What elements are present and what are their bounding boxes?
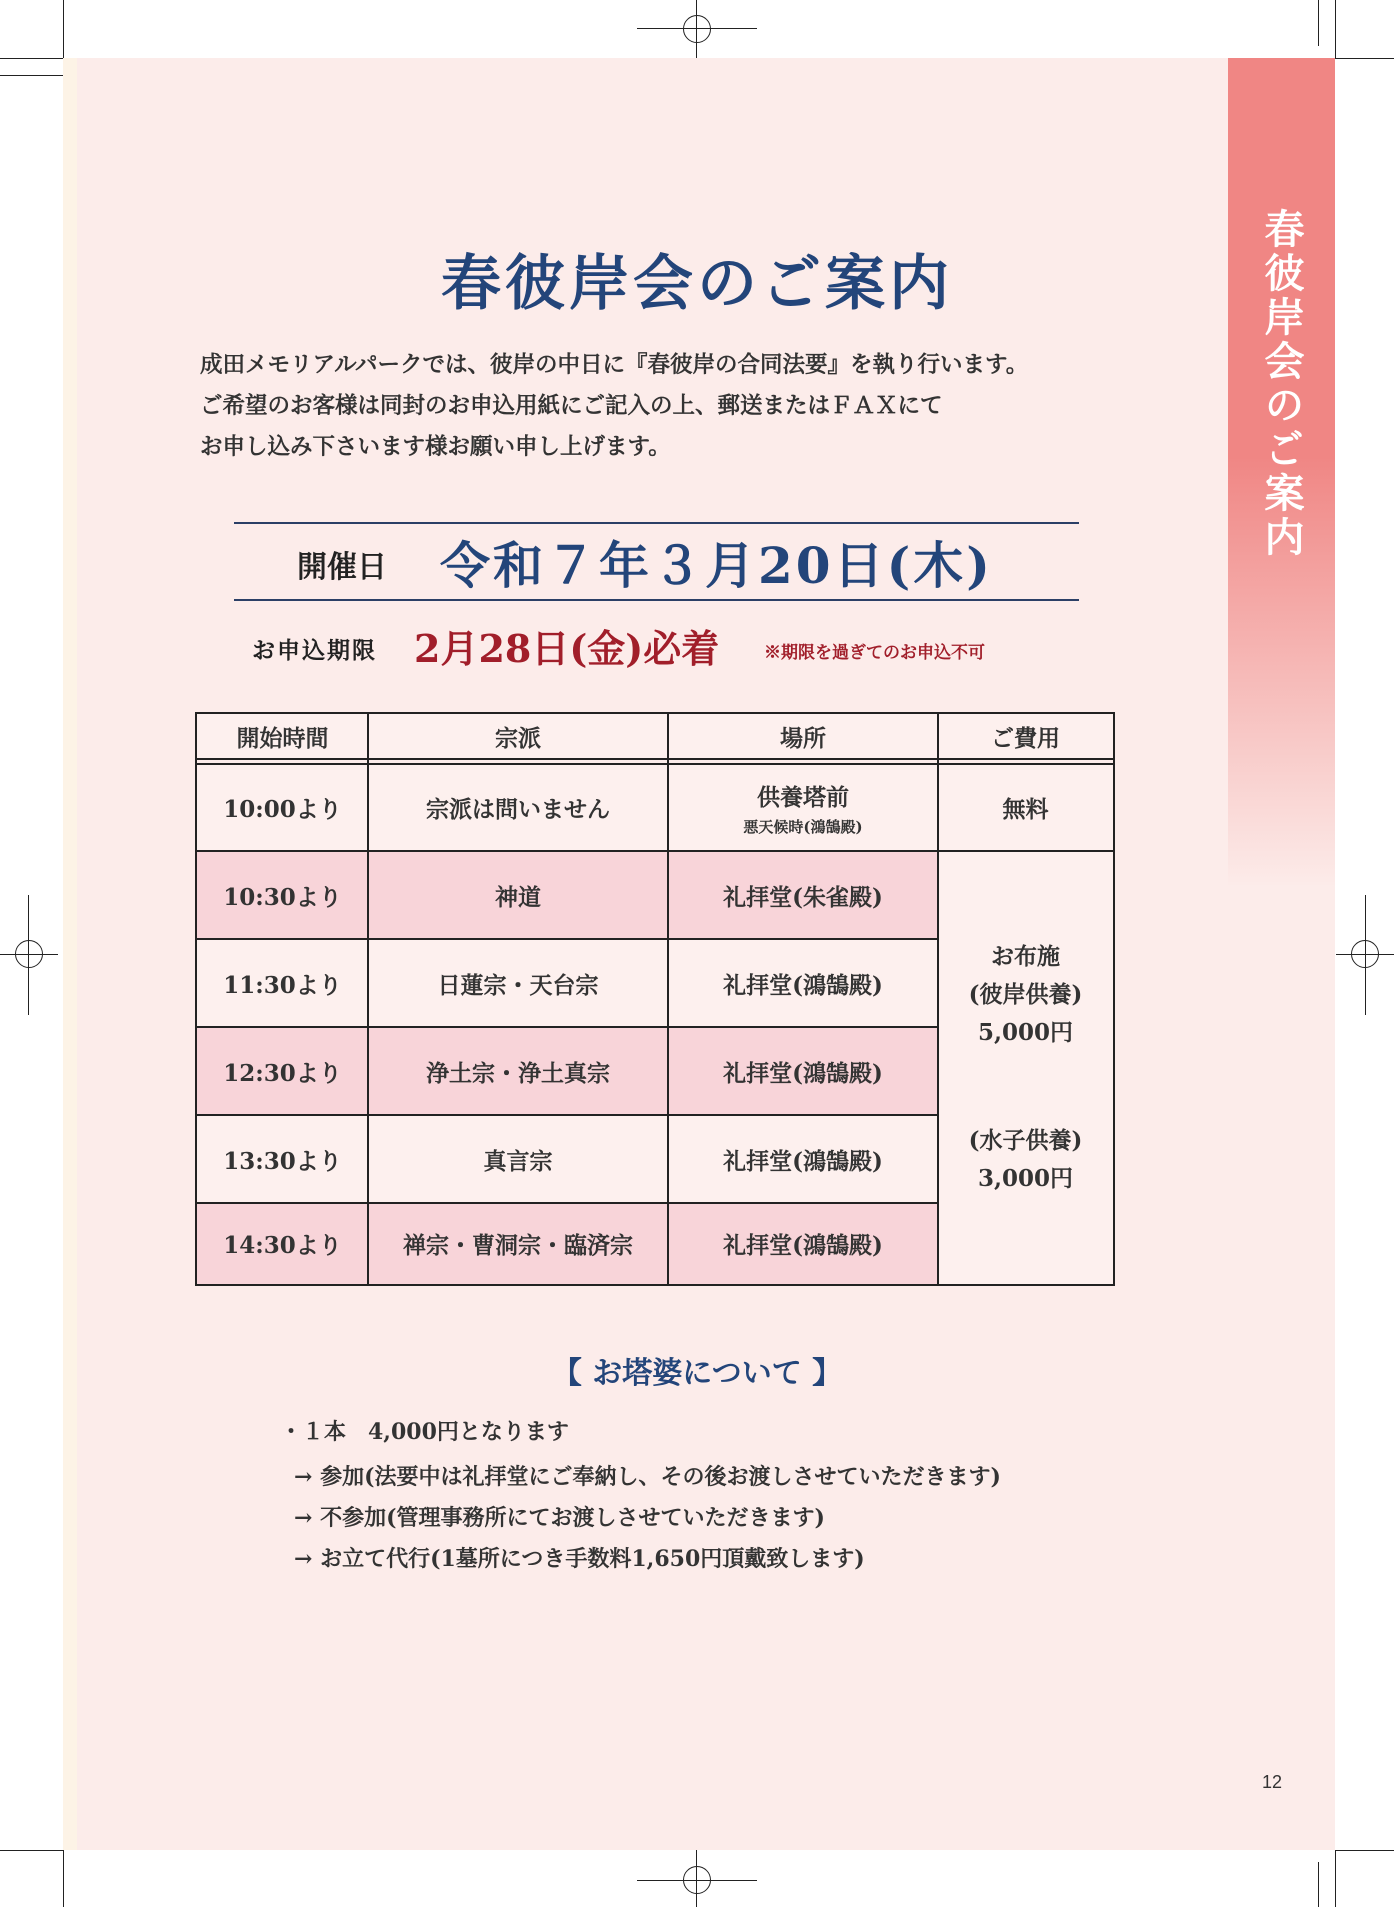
row-divider xyxy=(197,1114,938,1116)
intro-line: お申し込み下さいます様お願い申し上げます。 xyxy=(200,434,671,460)
place-cell: 礼拝堂(鴻鵠殿) xyxy=(668,1115,938,1203)
time-cell: 14:30より xyxy=(197,1203,368,1284)
place-cell: 礼拝堂(鴻鵠殿) xyxy=(668,1203,938,1284)
table-header-place: 場所 xyxy=(668,714,938,758)
deadline-note: ※期限を過ぎてのお申込不可 xyxy=(764,643,985,663)
time-cell: 10:30より xyxy=(197,851,368,939)
side-tab-title: 春彼岸会のご案内 xyxy=(1258,208,1305,560)
col-divider xyxy=(367,714,369,1284)
place-sub: 悪天候時(鴻鵠殿) xyxy=(743,817,863,836)
fee-mizuko-line: (水子供養) xyxy=(968,1126,1083,1154)
header-divider xyxy=(197,758,1113,760)
deadline-label: お申込期限 xyxy=(252,637,377,664)
table-header-fee: ご費用 xyxy=(938,714,1113,758)
sotoba-title-text: お塔婆について xyxy=(592,1356,802,1391)
event-date-label: 開催日 xyxy=(297,550,387,585)
deadline-value: 2月28日(金)必着 xyxy=(414,626,720,671)
fee-offering-line: お布施 xyxy=(991,942,1060,970)
sect-cell: 浄土宗・浄土真宗 xyxy=(368,1027,668,1115)
time-cell: 12:30より xyxy=(197,1027,368,1115)
date-rule-bottom xyxy=(234,599,1079,601)
side-tab xyxy=(1228,58,1335,888)
table-header-time: 開始時間 xyxy=(197,714,368,758)
table-header-sect: 宗派 xyxy=(368,714,668,758)
time-cell: 10:00より xyxy=(197,764,368,851)
place-main: 供養塔前 xyxy=(757,783,849,811)
sect-cell: 宗派は問いません xyxy=(368,764,668,851)
intro-line: 成田メモリアルパークでは、彼岸の中日に『春彼岸の合同法要』を執り行います。 xyxy=(200,352,1029,378)
fee-offering-cell xyxy=(938,851,1113,1284)
time-cell: 13:30より xyxy=(197,1115,368,1203)
sect-cell: 日蓮宗・天台宗 xyxy=(368,939,668,1027)
sotoba-title xyxy=(0,1348,1394,1392)
fee-offering-line: (彼岸供養) xyxy=(968,980,1083,1008)
time-cell: 11:30より xyxy=(197,939,368,1027)
sect-cell: 神道 xyxy=(368,851,668,939)
place-cell: 礼拝堂(朱雀殿) xyxy=(668,851,938,939)
sotoba-option: → 不参加(管理事務所にてお渡しさせていただきます) xyxy=(294,1505,825,1531)
place-cell xyxy=(668,764,938,851)
place-cell: 礼拝堂(鴻鵠殿) xyxy=(668,939,938,1027)
page-title: 春彼岸会のご案内 xyxy=(441,249,953,319)
fee-mizuko-line: 3,000円 xyxy=(977,1164,1074,1192)
sect-cell: 禅宗・曹洞宗・臨済宗 xyxy=(368,1203,668,1284)
fee-offering-line: 5,000円 xyxy=(977,1018,1074,1046)
sotoba-option: → 参加(法要中は礼拝堂にご奉納し、その後お渡しさせていただきます) xyxy=(294,1464,1001,1490)
page-edge xyxy=(63,58,77,1850)
sotoba-price: ・１本 4,000円となります xyxy=(280,1419,569,1445)
sect-cell: 真言宗 xyxy=(368,1115,668,1203)
event-date-value: 令和７年３月20日(木) xyxy=(440,536,993,595)
col-divider xyxy=(937,714,939,1284)
page-number: 12 xyxy=(1262,1772,1283,1792)
bracket-close: 】 xyxy=(812,1356,843,1391)
row-divider xyxy=(197,938,938,940)
bracket-open: 【 xyxy=(551,1356,582,1391)
fee-free-cell: 無料 xyxy=(938,764,1113,851)
place-cell: 礼拝堂(鴻鵠殿) xyxy=(668,1027,938,1115)
col-divider xyxy=(667,714,669,1284)
sotoba-notes xyxy=(280,1412,1001,1580)
row-divider xyxy=(197,1026,938,1028)
date-rule-top xyxy=(234,522,1079,524)
intro-line: ご希望のお客様は同封のお申込用紙にご記入の上、郵送またはＦＡＸにて xyxy=(200,393,943,419)
intro-text xyxy=(200,345,1130,468)
header-divider xyxy=(197,763,1113,765)
sotoba-option: → お立て代行(1墓所につき手数料1,650円頂戴致します) xyxy=(294,1546,865,1572)
schedule-table xyxy=(195,712,1115,1286)
row-divider xyxy=(197,850,1113,852)
row-divider xyxy=(197,1202,938,1204)
